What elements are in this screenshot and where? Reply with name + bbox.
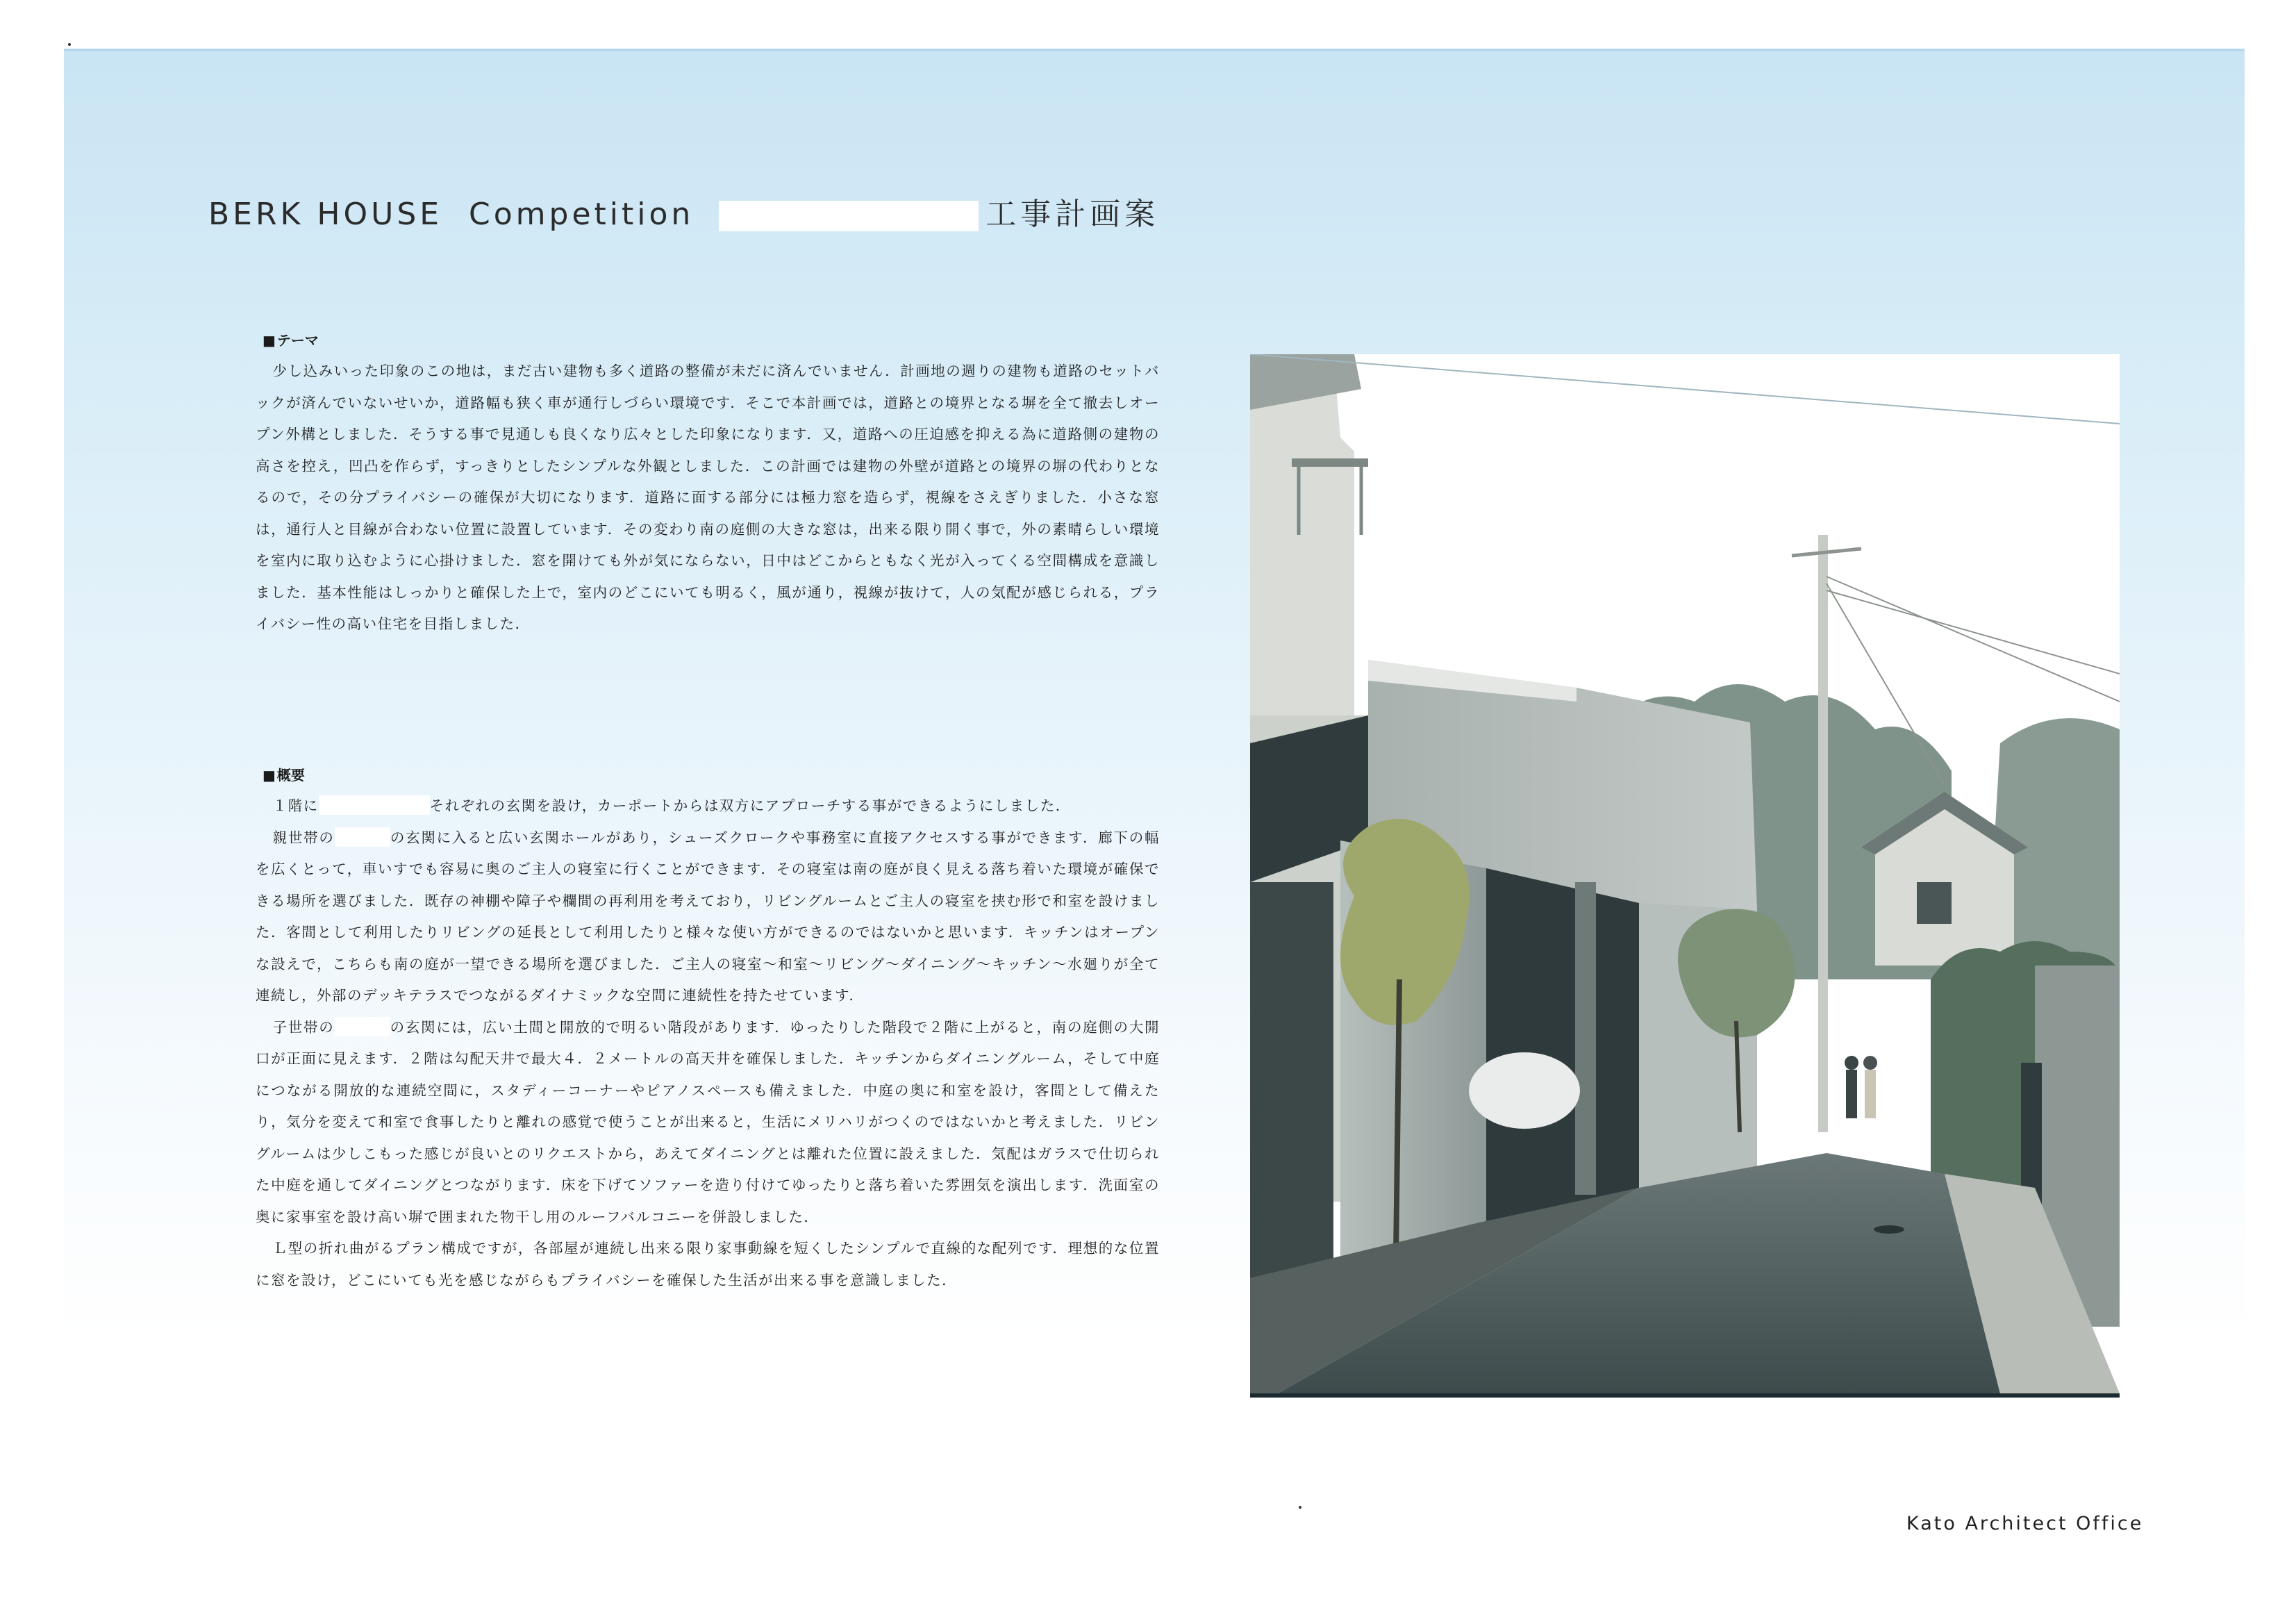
pedestrian bbox=[1846, 1070, 1857, 1118]
overview-body bbox=[256, 790, 1160, 1296]
left-house-shadow bbox=[1250, 882, 1333, 1327]
heading-marker-icon: ■ bbox=[263, 767, 276, 784]
carport-opening bbox=[1486, 868, 1639, 1223]
page-title bbox=[208, 189, 1159, 233]
overview-p2-end: の玄関に入ると広い玄関ホールがあり，シューズクロークや事務室に直接アクセスする事ができます．廊下の幅を広くとって，車いすでも容易に奥のご主人の寝室に行くことができます．その寝室は南の庭が良く見える落ち着いた環境が確保できる場所を選びました．既存の神棚や障子や欄間の再利用を考えており，リビングルームとご主人の寝室を挟む形で和室を設けました．客間として利用したりリビングの延長として利用したりと様々な使い方ができるのではないかと思います．キッチンはオープンな設えで，こちらも南の庭が一望できる場所を選びました．ご主人の寝室～和室～リビング～ダイニング～キッチン～水廻りが全て連続し，外部のデッキテラスでつながるダイナミックな空間に連続性を持たせています． bbox=[256, 829, 1160, 1004]
theme-heading bbox=[263, 329, 319, 349]
carport-column bbox=[1575, 882, 1596, 1195]
theme-heading-label: テーマ bbox=[276, 332, 319, 349]
pedestrian-head bbox=[1863, 1056, 1877, 1070]
parked-car bbox=[1469, 1052, 1580, 1129]
pedestrian bbox=[1865, 1070, 1876, 1118]
redaction-box bbox=[319, 795, 430, 815]
overview-p1-end: それぞれの玄関を設け，カーポートからは双方にアプローチする事ができるようにしました． bbox=[429, 797, 1071, 814]
manhole-cover bbox=[1874, 1225, 1904, 1234]
redaction-box bbox=[334, 1017, 390, 1036]
overview-p3-end: の玄関には，広い土間と開放的で明るい階段があります．ゆったりした階段で２階に上がると，南の庭側の大開口が正面に見えます．２階は勾配天井で最大４．２メートルの高天井を確保しました．キッチンからダイニングルーム，そして中庭につながる開放的な連続空間に，スタディーコーナーやピアノスペースも備えました．中庭の奥に和室を設け，客間として備えたり，気分を変えて和室で食事したりと離れの感覚で使うことが出来ると，生活にメリハリがつくのではないかと考えました．リビングルームは少しこもった感じが良いとのリクエストから，あえてダイニングとは離れた位置に設えました．気配はガラスで仕切られた中庭を通してダイニングとつながります．床を下げてソファーを造り付けてゆったりと落ち着いた雰囲気を演出します．洗面室の奥に家事室を設け高い塀で囲まれた物干し用のルーフバルコニーを併設しました． bbox=[256, 1018, 1161, 1225]
distant-house-window bbox=[1917, 882, 1952, 924]
theme-paragraph: 少し込みいった印象のこの地は，まだ古い建物も多く道路の整備が未だに済んでいません．計画地の週りの建物も道路のセットバックが済んでいないせいか，道路幅も狭く車が通行しづらい環境です．そこで本計画では，道路との境界となる塀を全て撤去しオープン外構としました．そうする事で見通しも良くなり広々とした印象になります．又，道路への圧迫感を抑える為に道路側の建物の高さを控え，凹凸を作らず，すっきりとしたシンプルな外観としました．この計画では建物の外壁が道路との境界の塀の代わりとなるので，その分プライバシーの確保が大切になります．道路に面する部分には極力窓を造らず，視線をさえぎりました．小さな窓は，通行人と目線が合わない位置に設置しています．その変わり南の庭側の大きな窓は，出来る限り開く事で，外の素晴らしい環境を室内に取り込むように心掛けました．窓を開けても外が気にならない，日中はどこからともなく光が入ってくる空間構成を意識しました．基本性能はしっかりと確保した上で，室内のどこにいても明るく，風が通り，視線が抜けて，人の気配が感じられる，プライバシー性の高い住宅を目指しました． bbox=[256, 363, 1160, 632]
scan-speck bbox=[68, 43, 71, 46]
pedestrian-head bbox=[1845, 1056, 1858, 1070]
sheet-top-edge bbox=[64, 49, 2245, 51]
heading-marker-icon: ■ bbox=[263, 332, 276, 349]
title-japanese: 工事計画案 bbox=[985, 197, 1160, 232]
overview-p2-start: 親世帯の bbox=[272, 829, 335, 846]
scan-speck bbox=[1299, 1506, 1301, 1509]
overview-paragraph-3 bbox=[256, 1012, 1160, 1234]
redaction-box bbox=[719, 201, 979, 231]
overview-p1-start: １階に bbox=[272, 797, 319, 814]
overview-paragraph-4: Ｌ型の折れ曲がるプラン構成ですが，各部屋が連続し出来る限り家事動線を短くしたシンプルで直線的な配列です．理想的な位置に窓を設け，どこにいても光を感じながらもプライバシーを確保した生活が出来る事を意識しました． bbox=[256, 1240, 1160, 1289]
left-balcony-rail bbox=[1292, 458, 1368, 467]
overview-p3-start: 子世帯の bbox=[272, 1018, 335, 1036]
redaction-box bbox=[335, 827, 390, 847]
overview-paragraph-1 bbox=[256, 790, 1160, 822]
utility-pole bbox=[1818, 535, 1828, 1132]
overview-heading bbox=[263, 764, 305, 784]
footer-office-name: Kato Architect Office bbox=[1906, 1513, 2144, 1534]
theme-body bbox=[256, 356, 1160, 640]
title-english: BERK HOUSE Competition bbox=[208, 197, 694, 232]
left-tree-trunk bbox=[1396, 979, 1399, 1257]
street-rendering bbox=[1250, 354, 2120, 1393]
overview-paragraph-2 bbox=[256, 822, 1160, 1012]
overview-heading-label: 概要 bbox=[276, 767, 305, 784]
street-view-photo bbox=[1250, 354, 2120, 1398]
